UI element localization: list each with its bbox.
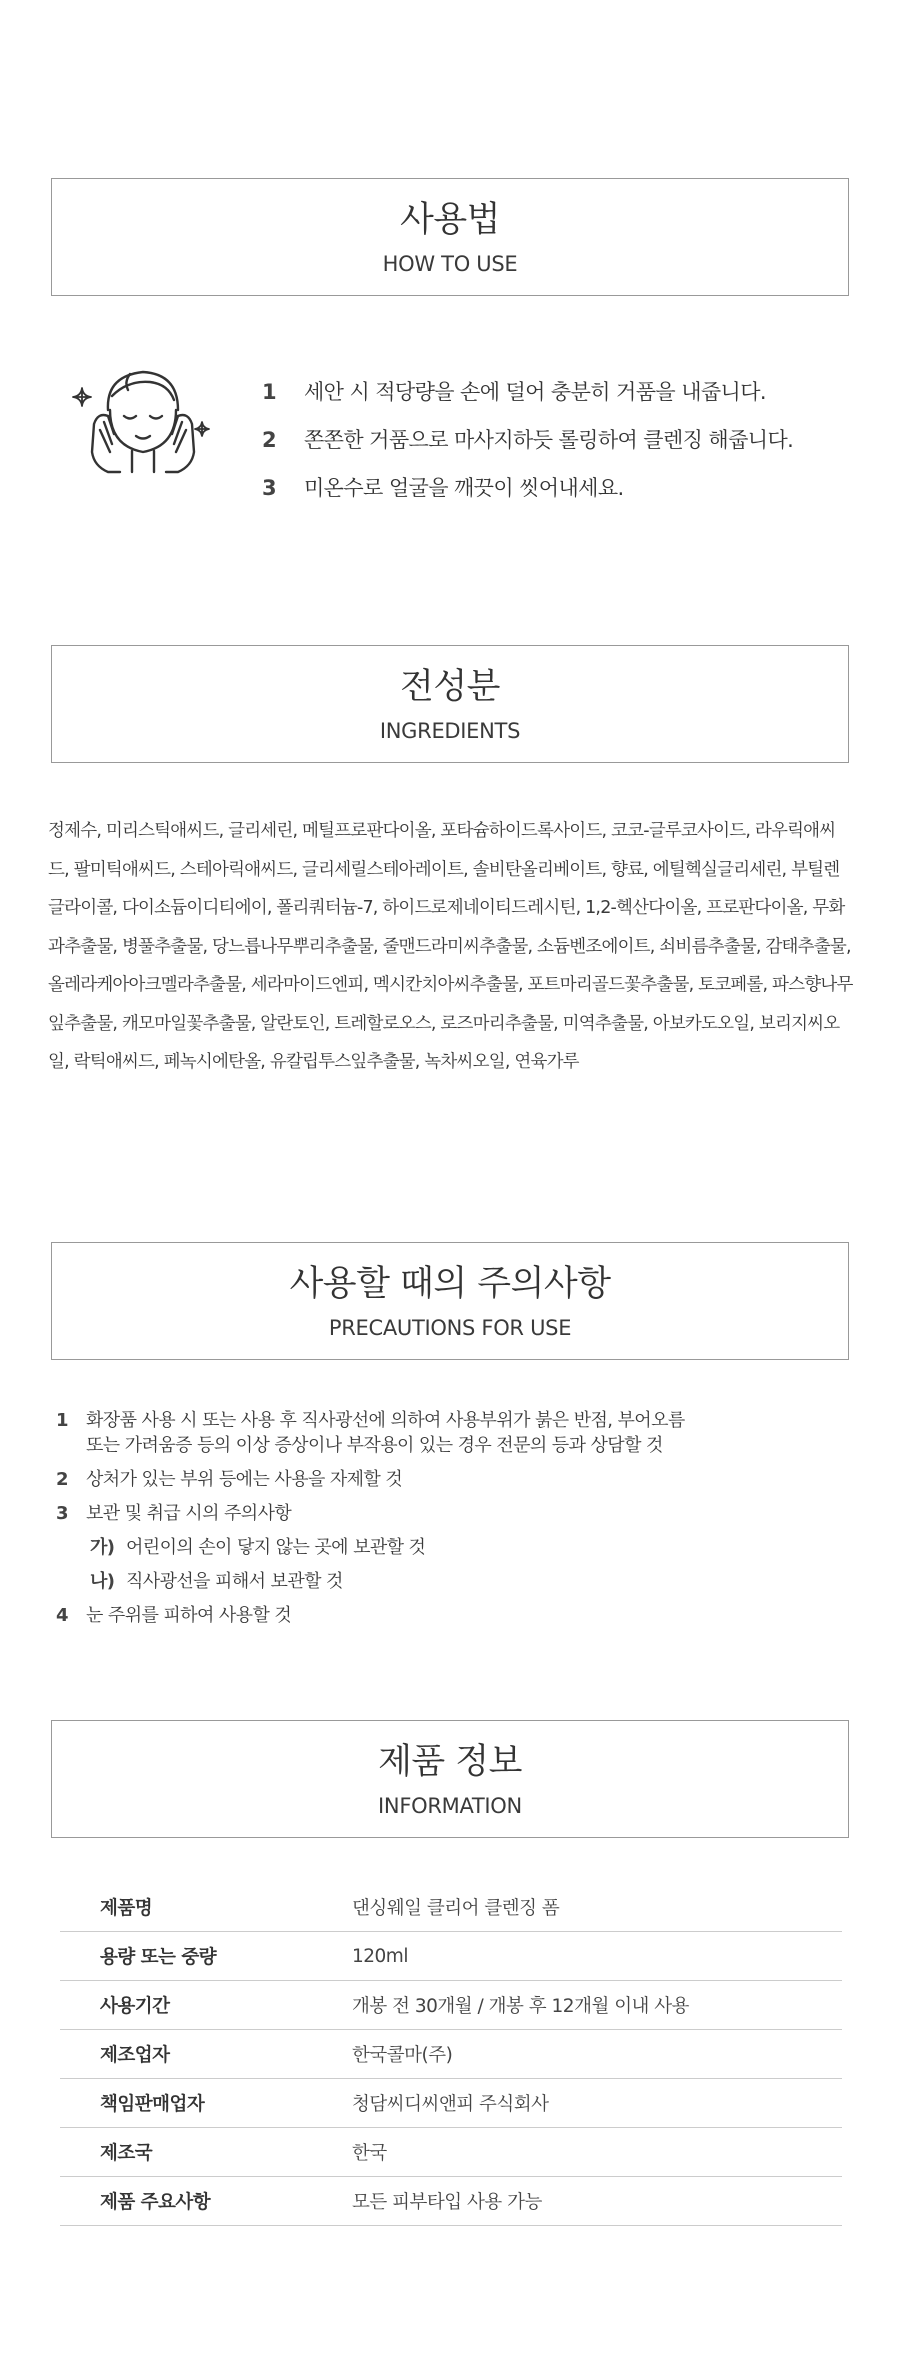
info-header <box>51 1720 849 1838</box>
info-table <box>60 1883 842 2226</box>
precaution-text: 어린이의 손이 닿지 않는 곳에 보관할 것 <box>126 1537 426 1558</box>
precaution-text: 눈 주위를 피하여 사용할 것 <box>86 1605 292 1626</box>
precautions-title: 사용할 때의 주의사항 <box>289 1264 611 1304</box>
howto-step <box>262 424 862 472</box>
info-label: 제조국 <box>100 2143 153 2164</box>
table-row <box>60 1981 842 2030</box>
info-subtitle: INFORMATION <box>378 1794 522 1818</box>
precaution-item <box>56 1501 856 1526</box>
precaution-item <box>56 1603 856 1628</box>
precaution-subitem <box>56 1535 856 1560</box>
precaution-subitem <box>56 1569 856 1594</box>
table-row <box>60 2079 842 2128</box>
precaution-number: 4 <box>56 1605 68 1626</box>
ingredients-title: 전성분 <box>400 667 500 707</box>
step-number: 3 <box>262 476 277 500</box>
info-value: 청담씨디씨앤피 주식회사 <box>352 2094 549 2115</box>
precaution-number: 2 <box>56 1469 68 1490</box>
table-row <box>60 2177 842 2226</box>
precaution-item <box>56 1408 856 1458</box>
table-row <box>60 2128 842 2177</box>
howto-steps <box>262 376 862 520</box>
howto-step <box>262 376 862 424</box>
info-value: 모든 피부타입 사용 가능 <box>352 2192 542 2213</box>
precaution-text: 화장품 사용 시 또는 사용 후 직사광선에 의하여 사용부위가 붉은 반점, 부어오름 <box>86 1410 685 1431</box>
ingredients-list: 정제수, 미리스틱애씨드, 글리세린, 메틸프로판다이올, 포타슘하이드록사이드, 코코-글루코사이드, 라우릭애씨드, 팔미틱애씨드, 스테아릭애씨드, 글리세릴스테아레이트, 솔비탄올리베이트, 향료, 에틸헥실글리세린, 부틸렌글라이콜, 다이소듐이디티에이, 폴리쿼터늄-7, 하이드로제네이티드레시틴, 1,2-헥산다이올, 프로판다이올, 무화과추출물, 병풀추출물, 당느릅나무뿌리추출물, 줄맨드라미씨추출물, 소듐벤조에이트, 쇠비름추출물, 감태추출물, 올레라케아아크멜라추출물, 세라마이드엔피, 멕시칸치아씨추출물, 포트마리골드꽃추출물, 토코페롤, 파스향나무잎추출물, 캐모마일꽃추출물, 알란토인, 트레할로오스, 로즈마리추출물, 미역추출물, 아보카도오일, 보리지씨오일, 락틱애씨드, 페녹시에탄올, 유칼립투스잎추출물, 녹차씨오일, 연육가루 <box>48 821 853 1072</box>
step-number: 2 <box>262 428 277 452</box>
howto-title: 사용법 <box>400 200 500 240</box>
info-value: 한국콜마(주) <box>352 2045 453 2066</box>
step-text: 쫀쫀한 거품으로 마사지하듯 롤링하여 클렌징 해줍니다. <box>304 428 794 452</box>
info-label: 제품명 <box>100 1898 153 1919</box>
ingredients-header <box>51 645 849 763</box>
step-number: 1 <box>262 380 277 404</box>
table-row <box>60 2030 842 2079</box>
precaution-number: 나) <box>90 1571 115 1592</box>
step-text: 세안 시 적당량을 손에 덜어 충분히 거품을 내줍니다. <box>304 380 767 404</box>
info-label: 용량 또는 중량 <box>100 1947 217 1968</box>
precaution-number: 3 <box>56 1503 68 1524</box>
info-label: 책임판매업자 <box>100 2094 205 2115</box>
info-label: 제조업자 <box>100 2045 170 2066</box>
info-title: 제품 정보 <box>378 1742 522 1782</box>
precautions-subtitle: PRECAUTIONS FOR USE <box>328 1316 572 1340</box>
precaution-text: 직사광선을 피해서 보관할 것 <box>126 1571 343 1592</box>
table-row <box>60 1932 842 1981</box>
precaution-text: 보관 및 취급 시의 주의사항 <box>86 1503 292 1524</box>
info-value: 한국 <box>352 2143 387 2164</box>
precaution-text: 또는 가려움증 등의 이상 증상이나 부작용이 있는 경우 전문의 등과 상담할 것 <box>86 1435 663 1456</box>
step-text: 미온수로 얼굴을 깨끗이 씻어내세요. <box>304 476 624 500</box>
precaution-item <box>56 1467 856 1492</box>
howto-header <box>51 178 849 296</box>
precaution-number: 1 <box>56 1410 68 1431</box>
info-label: 사용기간 <box>100 1996 170 2017</box>
info-value: 120ml <box>352 1945 408 1967</box>
face-wash-icon <box>68 360 218 480</box>
info-value: 개봉 전 30개월 / 개봉 후 12개월 이내 사용 <box>352 1996 690 2017</box>
ingredients-subtitle: INGREDIENTS <box>379 719 521 743</box>
howto-step <box>262 472 862 520</box>
precaution-text: 상처가 있는 부위 등에는 사용을 자제할 것 <box>86 1469 403 1490</box>
info-label: 제품 주요사항 <box>100 2192 211 2213</box>
precaution-number: 가) <box>90 1537 115 1558</box>
info-value: 댄싱웨일 클리어 클렌징 폼 <box>352 1898 560 1919</box>
table-row <box>60 1883 842 1932</box>
precautions-header <box>51 1242 849 1360</box>
precautions-list <box>56 1408 856 1637</box>
howto-subtitle: HOW TO USE <box>382 252 518 276</box>
